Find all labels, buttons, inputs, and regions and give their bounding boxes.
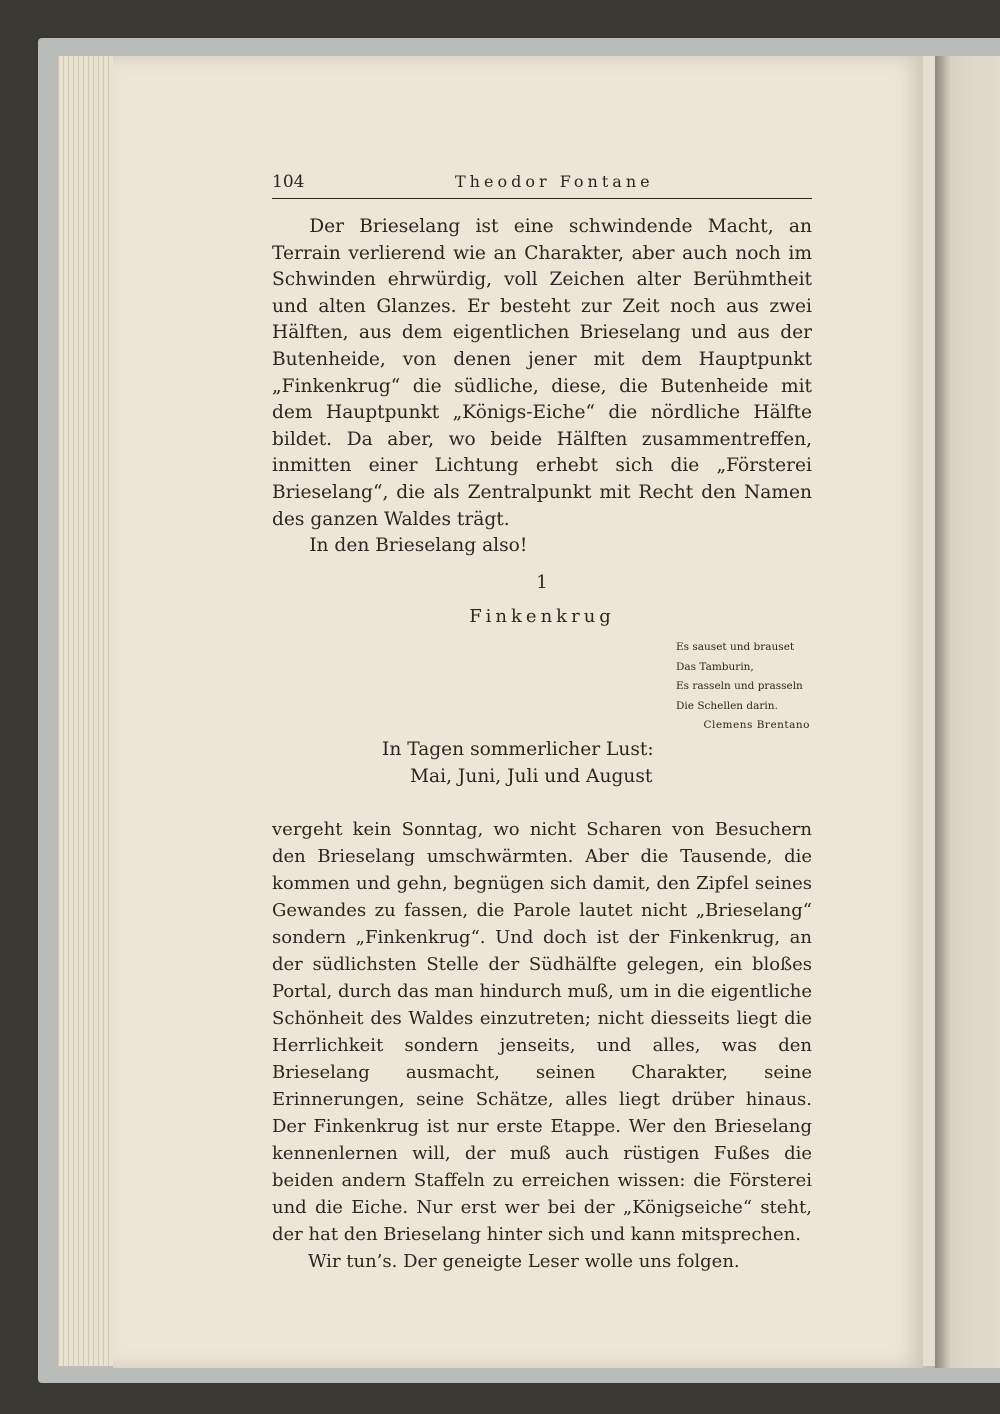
epigraph-line: Das Tamburin, [676,660,754,673]
page-edges [58,56,113,1366]
page-number: 104 [272,172,305,192]
chapter-title: Finkenkrug [469,606,615,627]
paragraph: vergeht kein Sonntag, wo nicht Scharen von Besuchern den Brieselang umschwärmten. Aber die Tausende, die kommen und gehn, begnügen sich damit, den Zipfel seines Gewandes zu fassen, die Parole lautet nicht „Brieselang“ sondern „Finkenkrug“. Und doch ist der Finkenkrug, an der südlichsten Stelle der Südhälfte gelegen, ein bloßes Portal, durch das man hindurch muß, um in die eigentliche Schönheit des Waldes einzutreten; nicht diesseits liegt die Herrlichkeit sondern jenseits, und alles, was den Brieselang ausmacht, seinen Charakter, seine Erinnerungen, seine Schätze, alles liegt drüber hinaus. Der Finkenkrug ist nur erste Etappe. Wer den Brieselang kennenlernen will, der muß auch rüstigen Fußes die beiden andern Staffeln zu erreichen wissen: die Försterei und die Eiche. Nur erst wer bei der „Königseiche“ steht, der hat den Brieselang hinter sich und kann mitsprechen. [272,819,812,1245]
motto [382,736,682,790]
paragraph: Der Brieselang ist eine schwindende Macht, an Terrain verlierend wie an Charakter, aber auch noch im Schwinden ehrwürdig, voll Zeichen alter Berühmtheit und alten Glanzes. Er besteht zur Zeit noch aus zwei Hälften, aus dem eigentlichen Brieselang und aus der Butenheide, von denen jener mit dem Hauptpunkt „Finkenkrug“ die südliche, diese, die Butenheide mit dem Hauptpunkt „Königs-Eiche“ die nördliche Hälfte bildet. Da aber, wo beide Hälften zusammentreffen, inmitten einer Lichtung erhebt sich die „Försterei Brieselang“, die als Zentralpunkt mit Recht den Namen des ganzen Waldes trägt. [272,216,812,530]
epigraph-line: Es rasseln und prasseln [676,680,803,692]
epigraph-author: Clemens Brentano [703,719,810,731]
epigraph-line: Es sauset und brauset [676,641,795,653]
facing-page-edge [935,56,1000,1368]
motto-line: In Tagen sommerlicher Lust: [382,739,654,760]
motto-line: Mai, Juni, Juli und August [410,766,653,787]
chapter-number: 1 [536,572,548,593]
epigraph-line: Die Schellen darin. [676,699,778,712]
body-text [272,816,812,1275]
running-header [272,170,812,199]
running-title: Theodor Fontane [455,172,654,191]
intro-text [272,214,812,560]
paragraph: Wir tun’s. Der geneigte Leser wolle uns folgen. [308,1251,740,1272]
paragraph: In den Brieselang also! [309,535,528,557]
epigraph [676,638,826,736]
